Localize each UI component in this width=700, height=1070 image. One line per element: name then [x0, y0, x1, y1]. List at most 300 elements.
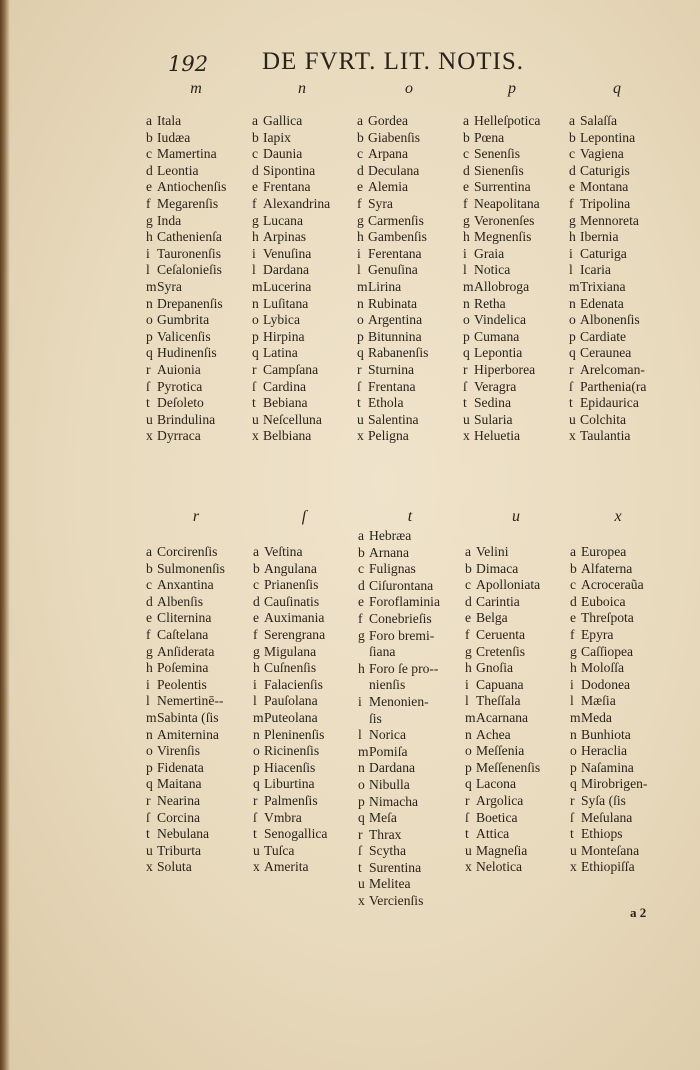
entry-letter: a [465, 544, 472, 559]
entry-letter: g [465, 643, 472, 659]
entry-name: Boetica [476, 809, 518, 825]
list-item [146, 379, 256, 396]
list-item [570, 644, 680, 661]
entry-letter: m [463, 278, 474, 294]
entry-name: Syra [157, 278, 182, 294]
entry-letter: q [252, 345, 259, 361]
list-item [253, 693, 363, 710]
list-item [465, 577, 575, 594]
entry-name: Norica [369, 727, 406, 743]
list-item [569, 163, 679, 180]
entry-name: Parthenia(ra [580, 378, 647, 394]
list-item [146, 196, 256, 213]
list-item [463, 329, 573, 346]
entry-name: Tauronenſis [157, 245, 221, 261]
entry-name: Migulana [264, 643, 317, 659]
entry-letter: h [146, 660, 153, 676]
entry-name: Sabinta (ſis [157, 709, 219, 725]
entry-name: Trixiana [580, 278, 626, 294]
entry-letter: m [146, 278, 157, 294]
entry-name: Pauſolana [264, 693, 318, 709]
list-item [357, 113, 467, 130]
entry-name: Ricinenſis [264, 743, 320, 759]
entry-letter: n [146, 726, 153, 742]
list-item [465, 610, 575, 627]
entry-letter: i [570, 676, 574, 692]
list-item [358, 528, 468, 545]
entry-letter: g [570, 643, 577, 659]
entry-letter: ſ [465, 809, 469, 825]
signature-mark: a 2 [630, 905, 647, 920]
list-item [252, 229, 362, 246]
entry-letter: m [570, 709, 581, 725]
entry-name: Foroflaminia [369, 594, 440, 610]
entry-letter: t [146, 826, 150, 842]
entry-name: Graia [474, 245, 505, 261]
entry-name: Bunhiota [581, 726, 631, 742]
entry-letter: p [358, 793, 365, 809]
book-spine-edge [0, 0, 10, 1070]
entry-name: Iudæa [157, 129, 191, 145]
entry-letter: d [357, 162, 364, 178]
entry-name: Maitana [157, 776, 202, 792]
entry-name: Meſa [369, 810, 397, 826]
entry-name: Falacienſis [264, 676, 323, 692]
entry-name: Puteolana [264, 709, 318, 725]
entry-letter: n [570, 726, 577, 742]
entry-letter: r [463, 361, 468, 377]
entry-name: Pyrotica [157, 378, 203, 394]
entry-name: Naſamina [581, 759, 634, 775]
list-item [569, 279, 679, 296]
entry-letter: o [253, 743, 260, 759]
entry-letter: i [357, 245, 361, 261]
list-item [358, 611, 468, 628]
entry-name: Arnana [369, 544, 410, 560]
entry-letter: ſ [358, 843, 362, 859]
list-item [570, 561, 680, 578]
list-item [570, 743, 680, 760]
list-item [252, 130, 362, 147]
entry-name: Foro bremi- [369, 627, 435, 643]
column-s [253, 544, 363, 876]
list-item [358, 727, 468, 744]
list-item [570, 544, 680, 561]
list-item [358, 545, 468, 562]
entry-name: Meſſenia [476, 743, 525, 759]
list-item [146, 544, 256, 561]
entry-name: Retha [474, 295, 506, 311]
list-item [358, 677, 468, 694]
entry-name: Taulantia [580, 428, 631, 444]
list-item [465, 843, 575, 860]
entry-name: Euboica [581, 593, 626, 609]
entry-letter: p [253, 759, 260, 775]
entry-name: Hiperborea [474, 361, 536, 377]
entry-letter: p [252, 328, 259, 344]
list-item [252, 312, 362, 329]
entry-letter: m [253, 709, 264, 725]
entry-name: Vagiena [580, 146, 624, 162]
list-item [357, 163, 467, 180]
entry-name: Alfaterna [581, 560, 633, 576]
list-item [253, 594, 363, 611]
entry-name: Sulmonenſis [157, 560, 225, 576]
entry-name: Neapolitana [474, 195, 540, 211]
entry-letter: f [253, 626, 258, 642]
column-heading: ſ [301, 508, 307, 525]
entry-letter: p [570, 759, 577, 775]
entry-name: Cardina [263, 378, 307, 394]
entry-letter: i [146, 245, 150, 261]
column-u [465, 544, 575, 876]
entry-name: Cuſnenſis [264, 660, 317, 676]
entry-name: Arelcoman- [580, 361, 645, 377]
entry-letter: r [570, 792, 575, 808]
entry-letter: h [465, 660, 472, 676]
list-item [569, 262, 679, 279]
entry-letter: b [570, 560, 577, 576]
entry-letter: b [146, 560, 153, 576]
entry-letter: g [358, 627, 365, 643]
list-item [146, 776, 256, 793]
entry-letter: r [253, 792, 258, 808]
entry-name: ſis [369, 710, 382, 726]
entry-letter: o [569, 312, 576, 328]
entry-name: Veronenſes [474, 212, 535, 228]
entry-name: Cathenienſa [157, 229, 222, 245]
entry-name: Mennoreta [580, 212, 639, 228]
list-item [146, 163, 256, 180]
list-item [358, 760, 468, 777]
entry-letter: c [253, 577, 260, 593]
entry-name: Senogallica [264, 826, 328, 842]
entry-name: Valicenſis [157, 328, 211, 344]
entry-name: Ibernia [580, 229, 619, 245]
entry-name: Cumana [474, 328, 520, 344]
list-item [569, 213, 679, 230]
entry-name: Pomiſa [369, 743, 408, 759]
entry-name: Nelotica [476, 859, 523, 875]
column-heading: u [512, 508, 520, 525]
entry-name: Moloſſa [581, 660, 625, 676]
list-item [252, 395, 362, 412]
list-item [465, 544, 575, 561]
entry-name: Arpinas [263, 229, 307, 245]
entry-name: Cliternina [157, 610, 212, 626]
list-item [570, 660, 680, 677]
entry-name: Montana [580, 179, 629, 195]
list-item [253, 561, 363, 578]
entry-letter: i [146, 676, 150, 692]
list-item [358, 810, 468, 827]
entry-name: Foro ſe pro-- [369, 660, 439, 676]
entry-letter: e [463, 179, 470, 195]
entry-name: Amiternina [157, 726, 219, 742]
list-item [569, 196, 679, 213]
entry-letter: t [358, 859, 362, 875]
list-item [358, 827, 468, 844]
entry-letter: ſ [357, 378, 361, 394]
list-item [569, 146, 679, 163]
list-item [146, 660, 256, 677]
entry-name: Heluetia [474, 428, 521, 444]
list-item [252, 146, 362, 163]
list-item [463, 345, 573, 362]
list-item [146, 677, 256, 694]
entry-letter: ſ [463, 378, 467, 394]
list-item [357, 213, 467, 230]
entry-letter: f [357, 195, 362, 211]
entry-letter: u [146, 411, 153, 427]
entry-letter: o [358, 776, 365, 792]
entry-letter: f [570, 626, 575, 642]
list-item [463, 395, 573, 412]
entry-name: Allobroga [474, 278, 530, 294]
list-item [253, 627, 363, 644]
entry-name: Hebræa [369, 528, 412, 543]
entry-letter: p [357, 328, 364, 344]
entry-letter: g [146, 212, 153, 228]
entry-letter: x [463, 428, 470, 444]
entry-name: Argolica [476, 792, 524, 808]
list-item [146, 213, 256, 230]
list-item [570, 727, 680, 744]
entry-name: Antiochenſis [157, 179, 227, 195]
entry-name: Rubinata [368, 295, 418, 311]
entry-name: Ethiopiſſa [581, 859, 635, 875]
list-item [252, 262, 362, 279]
section-1-headings [0, 80, 700, 104]
entry-name: Soluta [157, 859, 192, 875]
entry-letter: t [357, 395, 361, 411]
entry-letter: i [358, 693, 362, 709]
entry-name: ſiana [369, 644, 396, 660]
list-item [465, 561, 575, 578]
list-item [252, 329, 362, 346]
entry-name: Brindulina [157, 411, 216, 427]
list-item [463, 362, 573, 379]
list-item [463, 262, 573, 279]
list-item [569, 246, 679, 263]
list-item [357, 196, 467, 213]
entry-letter: u [465, 842, 472, 858]
entry-letter: i [463, 245, 467, 261]
entry-name: Deculana [368, 162, 420, 178]
entry-name: Alexandrina [263, 195, 331, 211]
list-item [146, 246, 256, 263]
list-item [463, 179, 573, 196]
entry-name: Peolentis [157, 676, 207, 692]
list-item [569, 312, 679, 329]
entry-name: Nebulana [157, 826, 210, 842]
entry-name: Lacona [476, 776, 516, 792]
entry-letter: l [253, 693, 257, 709]
list-item [253, 660, 363, 677]
list-item [146, 412, 256, 429]
list-item [253, 644, 363, 661]
list-item [570, 776, 680, 793]
list-item [146, 610, 256, 627]
entry-name: Dyrraca [157, 428, 201, 444]
entry-name: Drepanenſis [157, 295, 223, 311]
entry-name: Pœna [474, 129, 505, 145]
column-heading: o [405, 80, 413, 97]
entry-name: Peligna [368, 428, 409, 444]
list-item [465, 776, 575, 793]
entry-letter: c [146, 146, 153, 162]
entry-name: Acroceraũa [581, 577, 644, 593]
list-item [569, 345, 679, 362]
list-item [358, 794, 468, 811]
list-item [357, 345, 467, 362]
entry-letter: b [252, 129, 259, 145]
entry-letter: n [569, 295, 576, 311]
list-item [358, 893, 468, 910]
entry-letter: ſ [146, 378, 150, 394]
entry-name: Hirpina [263, 328, 305, 344]
entry-name: Hiacenſis [264, 759, 316, 775]
entry-letter: l [357, 262, 361, 278]
entry-letter: u [463, 411, 470, 427]
entry-letter: d [465, 593, 472, 609]
entry-letter: x [146, 428, 153, 444]
entry-name: Nimacha [369, 793, 419, 809]
entry-letter: q [357, 345, 364, 361]
entry-name: Thrax [369, 826, 402, 842]
entry-name: Syſa (ſis [581, 792, 626, 808]
entry-name: Megarenſis [157, 195, 219, 211]
entry-letter: e [252, 179, 259, 195]
entry-name: Notica [474, 262, 511, 278]
entry-name: Argentina [368, 312, 423, 328]
entry-name: Europea [581, 544, 627, 559]
entry-letter: x [358, 893, 365, 909]
entry-name: Angulana [264, 560, 317, 576]
entry-letter: r [252, 361, 257, 377]
entry-letter: d [358, 577, 365, 593]
entry-name: Belbiana [263, 428, 312, 444]
entry-letter: c [569, 146, 576, 162]
entry-name: Liburtina [264, 776, 315, 792]
entry-name: Tuſca [264, 842, 295, 858]
entry-letter: h [252, 229, 259, 245]
entry-name: Hudinenſis [157, 345, 217, 361]
column-r [146, 544, 256, 876]
entry-letter: q [569, 345, 576, 361]
entry-letter: h [253, 660, 260, 676]
entry-letter: u [570, 842, 577, 858]
entry-letter: n [252, 295, 259, 311]
list-item [570, 760, 680, 777]
entry-letter: n [357, 295, 364, 311]
entry-name: Caturiga [580, 245, 627, 261]
list-item [253, 727, 363, 744]
entry-letter: d [146, 162, 153, 178]
entry-name: Vmbra [264, 809, 302, 825]
entry-letter: l [252, 262, 256, 278]
entry-letter: h [569, 229, 576, 245]
list-item [465, 710, 575, 727]
list-item [146, 793, 256, 810]
column-t [358, 528, 468, 910]
entry-letter: x [253, 859, 260, 875]
entry-letter: u [357, 411, 364, 427]
entry-name: Ceraunea [580, 345, 632, 361]
list-item [253, 544, 363, 561]
list-item [358, 694, 468, 711]
list-item [463, 296, 573, 313]
list-item [465, 859, 575, 876]
entry-name: Salentina [368, 411, 419, 427]
entry-letter: m [465, 709, 476, 725]
entry-name: Attica [476, 826, 510, 842]
list-item [569, 130, 679, 147]
entry-name: Surrentina [474, 179, 531, 195]
entry-letter: m [146, 709, 157, 725]
list-item [463, 246, 573, 263]
entry-letter: e [569, 179, 576, 195]
list-item [146, 262, 256, 279]
list-item [146, 279, 256, 296]
list-item [569, 428, 679, 445]
entry-name: Mæſia [581, 693, 616, 709]
entry-letter: o [146, 743, 153, 759]
entry-name: Gambenſis [368, 229, 427, 245]
list-item [252, 345, 362, 362]
entry-name: Sienenſis [474, 162, 524, 178]
running-title: DE FVRT. LIT. NOTIS. [262, 48, 524, 75]
list-item [358, 561, 468, 578]
column-m [146, 113, 256, 445]
list-item [357, 146, 467, 163]
list-item [357, 130, 467, 147]
entry-letter: l [146, 262, 150, 278]
list-item [252, 412, 362, 429]
list-item [357, 296, 467, 313]
list-item [253, 677, 363, 694]
entry-name: Veragra [474, 378, 517, 394]
list-item [146, 627, 256, 644]
entry-name: Nearina [157, 792, 201, 808]
entry-name: Icaria [580, 262, 611, 278]
list-item [569, 379, 679, 396]
entry-name: Leontia [157, 162, 199, 178]
list-item [252, 362, 362, 379]
list-item [463, 113, 573, 130]
list-item [146, 113, 256, 130]
list-item [253, 760, 363, 777]
list-item [358, 860, 468, 877]
entry-letter: f [569, 195, 574, 211]
entry-name: Gordea [368, 113, 409, 128]
entry-letter: e [570, 610, 577, 626]
entry-name: Lirina [368, 278, 402, 294]
entry-letter: c [358, 561, 365, 577]
entry-letter: u [253, 842, 260, 858]
entry-letter: a [252, 113, 259, 128]
entry-letter: d [146, 593, 153, 609]
list-item [463, 229, 573, 246]
list-item [463, 379, 573, 396]
entry-name: Capuana [476, 676, 524, 692]
entry-name: Iapix [263, 129, 291, 145]
entry-letter: r [357, 361, 362, 377]
list-item [146, 693, 256, 710]
list-item [463, 312, 573, 329]
entry-name: Edenata [580, 295, 624, 311]
list-item [146, 179, 256, 196]
